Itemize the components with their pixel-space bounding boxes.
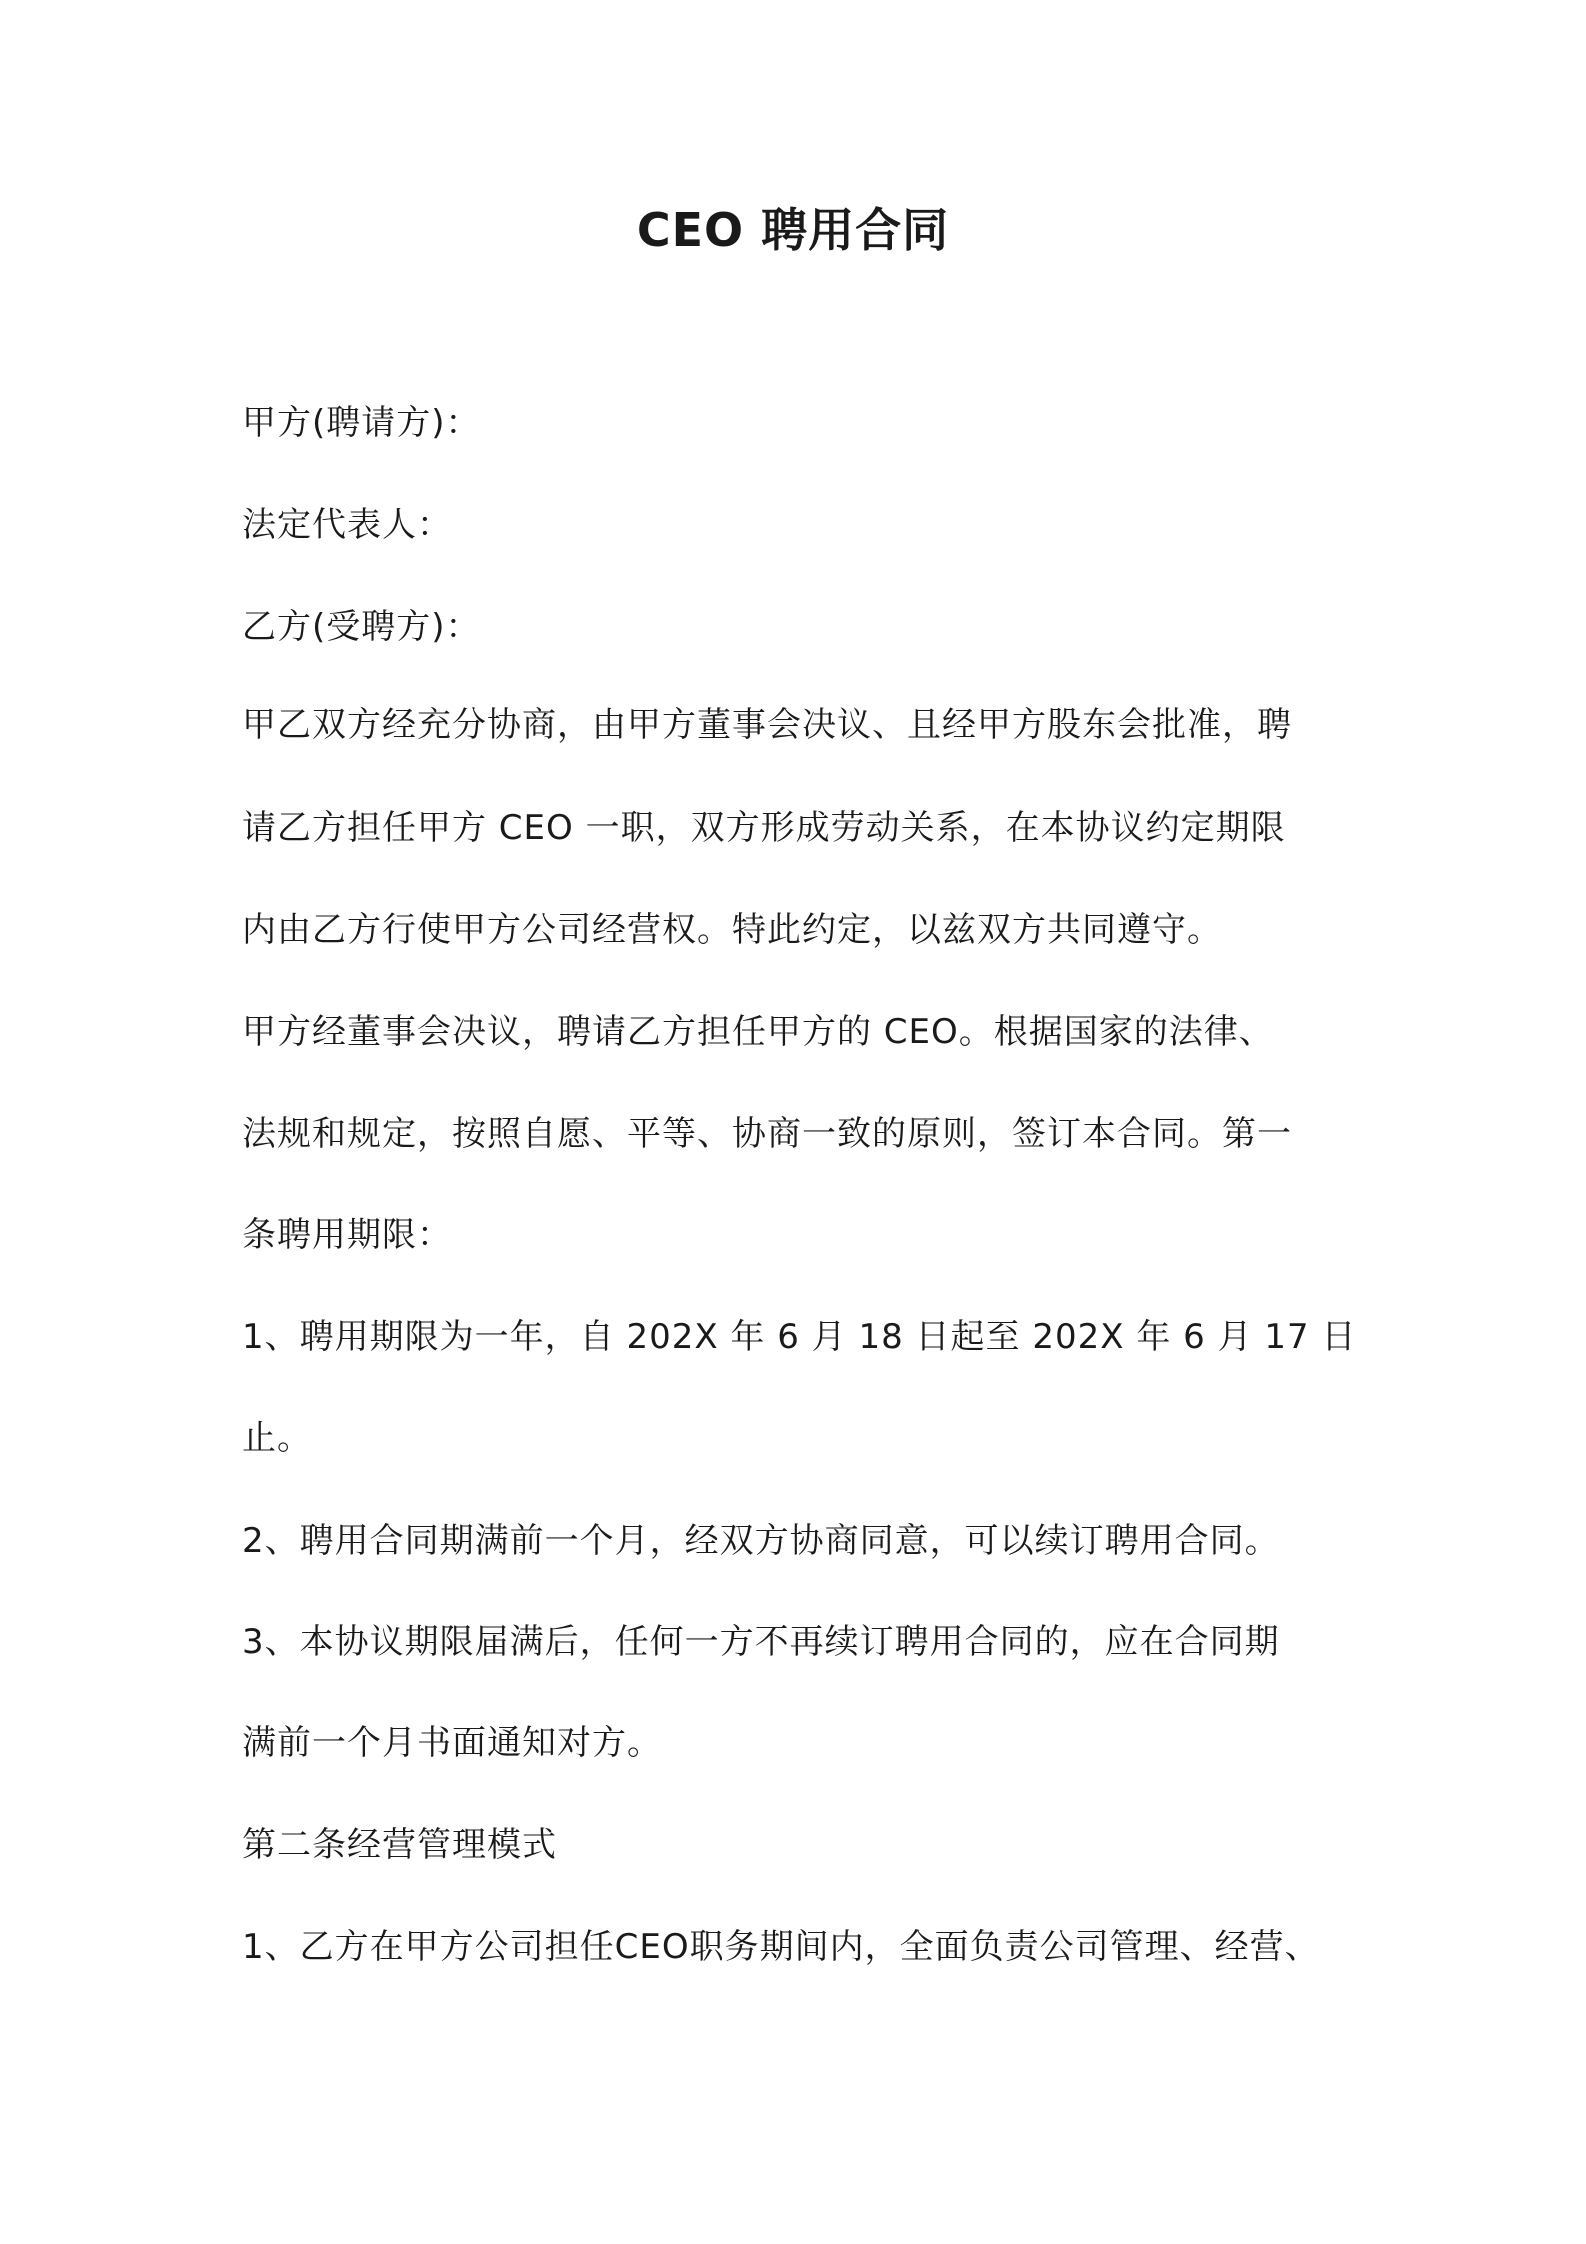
article1-item1-line: 1、聘用期限为一年，自 202X 年 6 月 18 日起至 202X 年 6 月 17 日: [242, 1317, 1357, 1357]
article1-item3-line: 满前一个月书面通知对方。: [242, 1723, 662, 1763]
party-a-label: 甲方(聘请方)：: [242, 403, 481, 443]
preamble-line: 内由乙方行使甲方公司经营权。特此约定，以兹双方共同遵守。: [242, 910, 1222, 950]
article2-item1-line: 1、乙方在甲方公司担任CEO职务期间内，全面负责公司管理、经营、: [242, 1927, 1320, 1967]
article1-item1-line: 止。: [242, 1418, 312, 1458]
document-title: CEO 聘用合同: [636, 203, 950, 257]
party-b-label: 乙方(受聘方)：: [242, 607, 481, 647]
preamble-line: 请乙方担任甲方 CEO 一职，双方形成劳动关系，在本协议约定期限: [242, 808, 1286, 848]
intro-line: 条聘用期限：: [242, 1215, 452, 1255]
preamble-line: 甲乙双方经充分协商，由甲方董事会决议、且经甲方股东会批准，聘: [242, 705, 1292, 745]
intro-line: 法规和规定，按照自愿、平等、协商一致的原则，签订本合同。第一: [242, 1114, 1292, 1154]
article1-item3-line: 3、本协议期限届满后，任何一方不再续订聘用合同的，应在合同期: [242, 1622, 1280, 1662]
legal-representative-label: 法定代表人：: [242, 505, 452, 545]
intro-line: 甲方经董事会决议，聘请乙方担任甲方的 CEO。根据国家的法律、: [242, 1012, 1274, 1052]
article2-heading: 第二条经营管理模式: [242, 1825, 557, 1865]
article1-item2-line: 2、聘用合同期满前一个月，经双方协商同意，可以续订聘用合同。: [242, 1521, 1280, 1561]
